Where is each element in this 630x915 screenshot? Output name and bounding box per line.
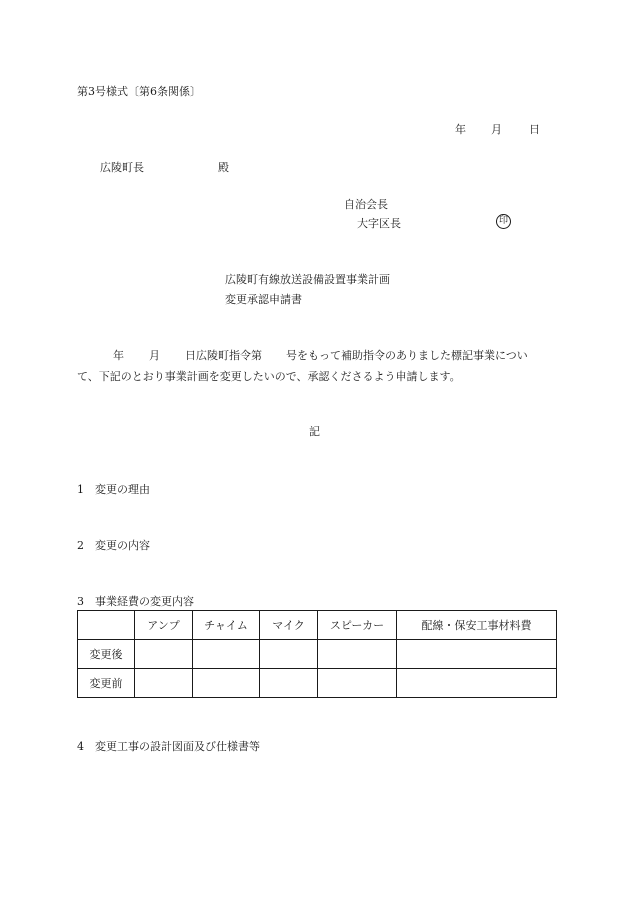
addressee-name: 広陵町長	[100, 161, 144, 174]
form-label: 第3号様式〔第6条関係〕	[77, 85, 201, 98]
body-year: 年	[113, 349, 124, 362]
table-cell	[193, 669, 260, 698]
ki-heading: 記	[309, 425, 320, 438]
table-cell	[135, 640, 193, 669]
section-number: 1	[77, 483, 84, 496]
cost-table	[77, 610, 557, 698]
body-text-line-2: て、下記のとおり事業計画を変更したいので、承認くださるよう申請します。	[77, 370, 461, 383]
body-middle: 日広陵町指令第	[185, 349, 262, 362]
section-1	[77, 484, 150, 495]
table-header-cell: アンプ	[135, 611, 193, 640]
date-year-label: 年	[455, 123, 466, 136]
table-header-cell: 配線・保安工事材料費	[397, 611, 557, 640]
applicant-title-1: 自治会長	[344, 198, 388, 211]
section-label: 事業経費の変更内容	[95, 595, 194, 608]
applicant-title-2: 大字区長	[357, 217, 401, 230]
section-label: 変更工事の設計図面及び仕様書等	[95, 740, 260, 753]
table-cell	[318, 669, 397, 698]
body-tail: 号をもって補助指令のありました標記事業につい	[286, 349, 528, 362]
date-month-label: 月	[491, 123, 502, 136]
table-cell	[397, 640, 557, 669]
section-2	[77, 540, 150, 551]
table-header-cell	[78, 611, 135, 640]
table-cell	[260, 640, 318, 669]
table-cell	[135, 669, 193, 698]
section-number: 3	[77, 595, 84, 608]
seal-mark: 印	[496, 214, 511, 229]
section-label: 変更の理由	[95, 483, 150, 496]
row-label: 変更前	[78, 669, 135, 698]
table-header-cell: スピーカー	[318, 611, 397, 640]
section-number: 4	[77, 740, 84, 753]
row-label: 変更後	[78, 640, 135, 669]
table-header-cell: マイク	[260, 611, 318, 640]
table-cell	[193, 640, 260, 669]
section-label: 変更の内容	[95, 539, 150, 552]
table-cell	[397, 669, 557, 698]
document-title-line-1: 広陵町有線放送設備設置事業計画	[225, 273, 390, 286]
document-title-line-2: 変更承認申請書	[225, 293, 302, 306]
table-cell	[260, 669, 318, 698]
table-header-cell: チャイム	[193, 611, 260, 640]
body-month: 月	[149, 349, 160, 362]
section-number: 2	[77, 539, 84, 552]
table-row	[78, 640, 557, 669]
addressee-honorific: 殿	[218, 161, 229, 174]
date-day-label: 日	[529, 123, 540, 136]
section-4	[77, 741, 260, 752]
table-header-row	[78, 611, 557, 640]
section-3	[77, 596, 194, 607]
table-row	[78, 669, 557, 698]
body-text-line-1	[77, 350, 528, 361]
table-cell	[318, 640, 397, 669]
